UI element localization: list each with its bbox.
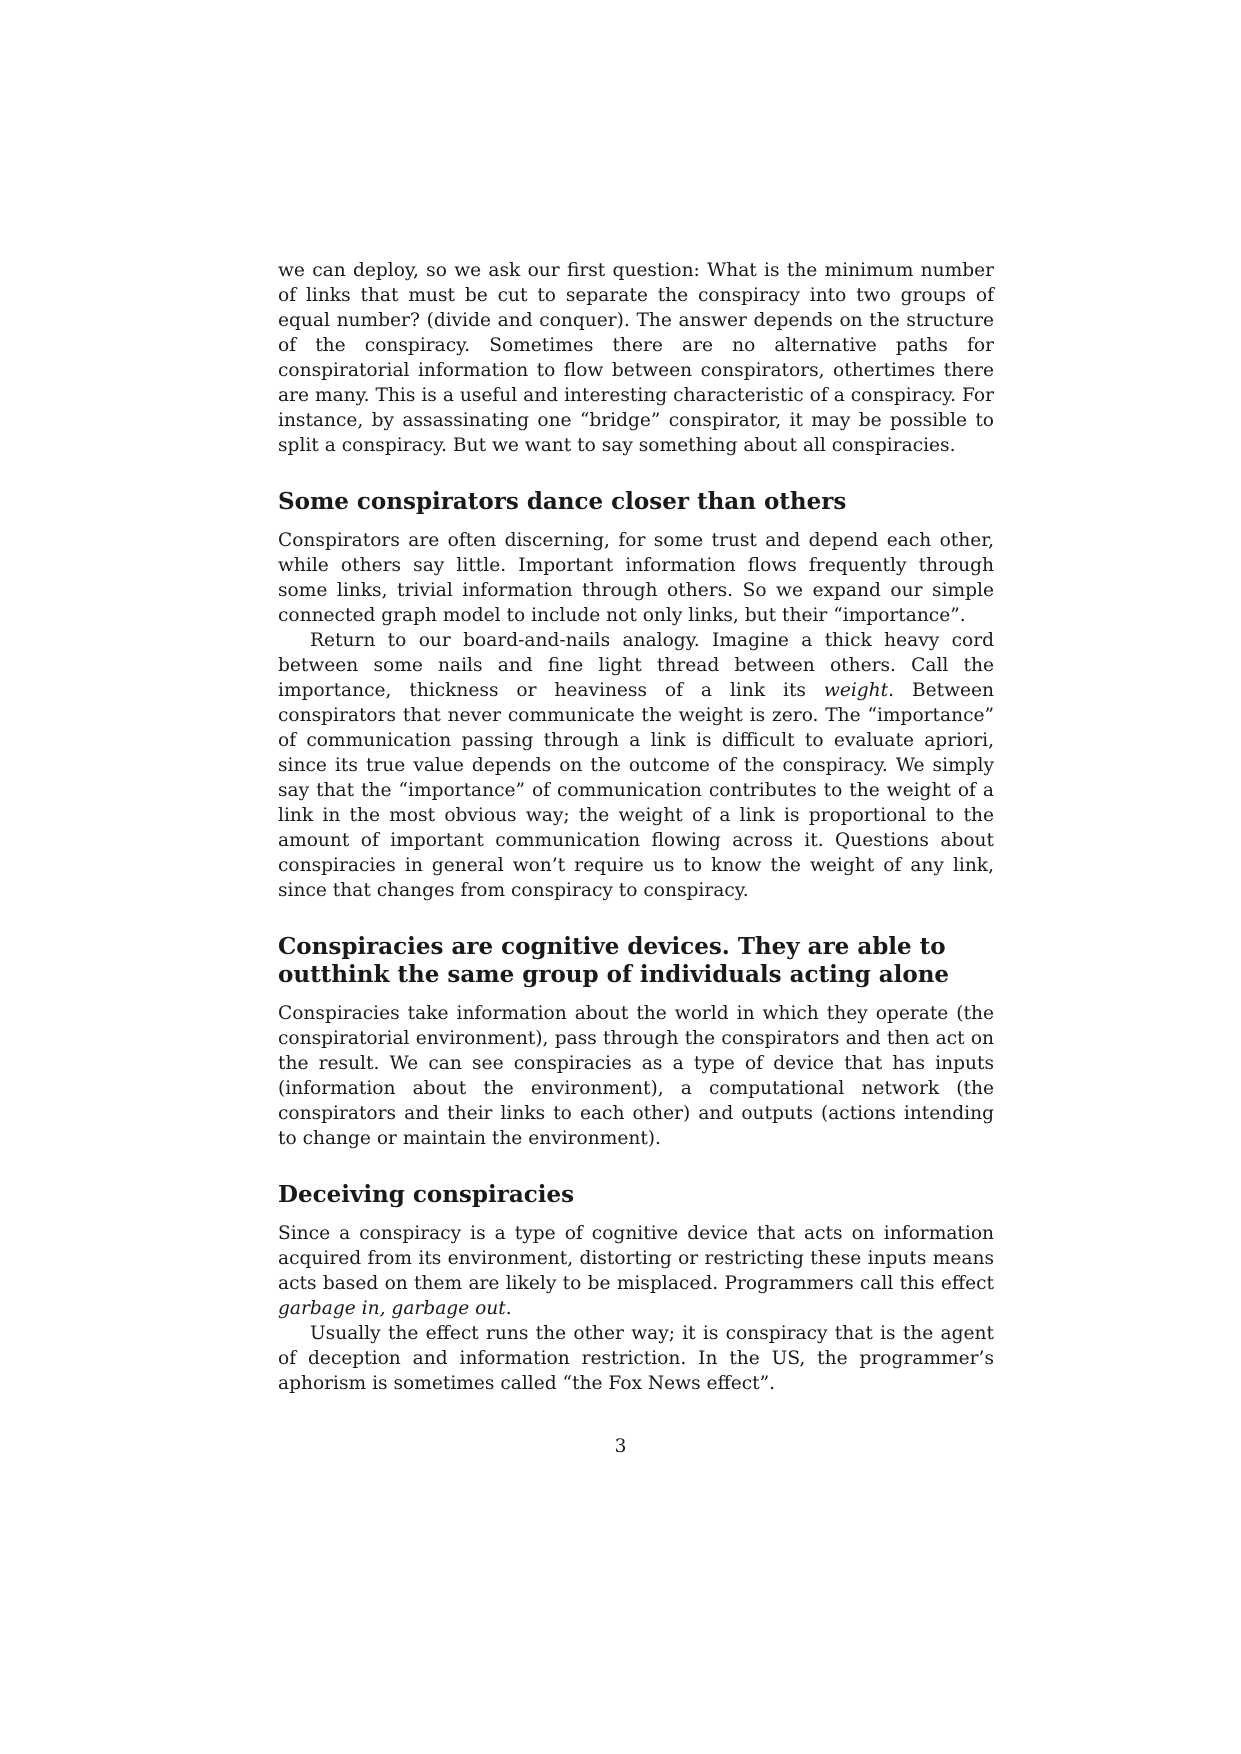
section-heading-deceiving-conspiracies: Deceiving conspiracies [278,1181,575,1208]
section3-paragraph-1-end: . [505,1298,512,1319]
section-heading-dance-closer: Some conspirators dance closer than others [278,488,847,515]
page-number: 3 [614,1436,627,1457]
section2-paragraph-1: Conspiracies take information about the world in which they operate (the conspiratorial environment), pass through the conspirators and then act on the result. We can see conspiracies as a type of device that has inputs (information about the environment), a computational network (the conspirators and their links to each other) and outputs (actions intending to change or maintain the environment). [278,1003,994,1149]
section1-paragraph-2 [278,628,994,903]
section3-paragraph-1 [278,1221,994,1321]
section-heading-cognitive-devices: Conspiracies are cognitive devices. They are able to outthink the same group of individuals acting alone [278,933,950,988]
section3-paragraph-1-start: Since a conspiracy is a type of cognitive device that acts on information acquired from its environment, distorting or restricting these inputs means acts based on them are likely to be misplaced. Programmers call this effect [278,1223,994,1294]
section1-paragraph-1: Conspirators are often discerning, for some trust and depend each other, while others say little. Important information flows frequently through some links, trivial information through others. So we expand our simple connected graph model to include not only links, but their “importance”. [278,530,994,626]
section1-paragraph-2-end: . Between conspirators that never communicate the weight is zero. The “importance” of communication passing through a link is difficult to evaluate apriori, since its true value depends on the outcome of the conspiracy. We simply say that the “importance” of communication contributes to the weight of a link in the most obvious way; the weight of a link is proportional to the amount of important communication flowing across it. Questions about conspiracies in general won’t require us to know the weight of any link, since that changes from conspiracy to conspiracy. [278,680,995,901]
section1-paragraph-2-start: Return to our board-and-nails analogy. Imagine a thick heavy cord between some nails and fine light thread between others. Call the importance, thickness or heaviness of a link its [278,630,994,701]
intro-paragraph: we can deploy, so we ask our first question: What is the minimum number of links that must be cut to separate the conspiracy into two groups of equal number? (divide and conquer). The answer depends on the structure of the conspiracy. Sometimes there are no alternative paths for conspiratorial information to flow between conspirators, othertimes there are many. This is a useful and interesting characteristic of a conspiracy. For instance, by assassinating one “bridge” conspirator, it may be possible to split a conspiracy. But we want to say something about all conspiracies. [278,260,994,456]
section3-paragraph-2: Usually the effect runs the other way; it is conspiracy that is the agent of deception and information restriction. In the US, the programmer’s aphorism is sometimes called “the Fox News effect”. [278,1323,994,1394]
garbage-emphasis: garbage in, garbage out [278,1298,506,1319]
weight-emphasis: weight [823,680,889,701]
page-body [278,258,994,1396]
